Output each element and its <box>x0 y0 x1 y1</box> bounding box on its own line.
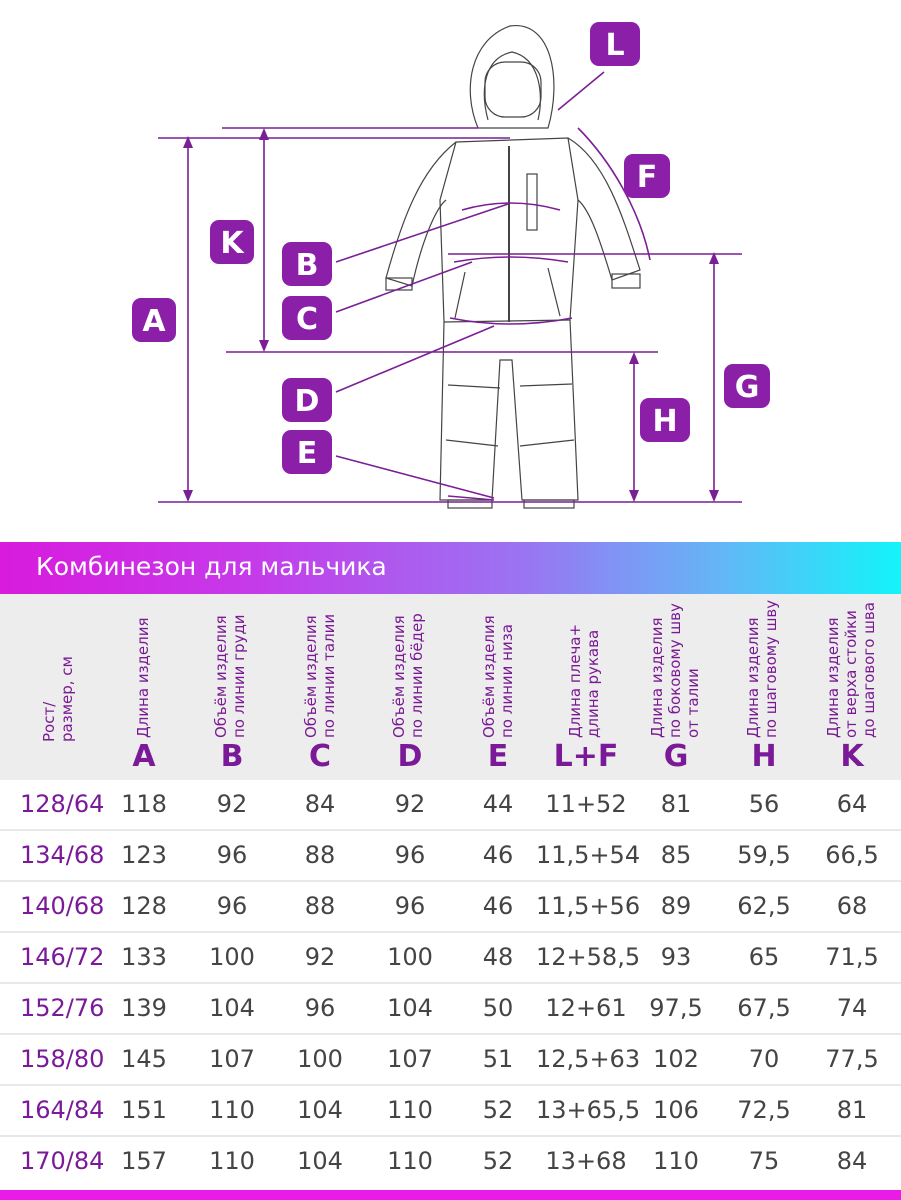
badge-F <box>624 154 670 198</box>
value-cell: 81 <box>836 1096 868 1124</box>
value-cell: 100 <box>209 943 255 971</box>
value-cell: 104 <box>297 1096 343 1124</box>
svg-text:D: D <box>294 384 320 419</box>
header-D <box>360 594 460 780</box>
svg-text:B: B <box>295 248 319 283</box>
value-cell: 157 <box>121 1147 167 1175</box>
value-cell: 66,5 <box>825 841 879 869</box>
badge-A <box>132 298 176 342</box>
value-cell: 88 <box>304 841 336 869</box>
value-cell: 100 <box>387 943 433 971</box>
size-cell: 158/80 <box>20 1045 105 1073</box>
header-label: Длина изделия <box>134 617 152 738</box>
value-cell: 133 <box>121 943 167 971</box>
table-row <box>0 882 901 933</box>
header-letter: G <box>663 739 689 774</box>
value-cell: 96 <box>394 892 426 920</box>
value-cell: 52 <box>482 1096 514 1124</box>
badge-E <box>282 430 332 474</box>
value-cell: 110 <box>209 1096 255 1124</box>
header-label: Длина изделия от верха стойки до шагового шва <box>824 602 878 738</box>
value-cell: 11,5+56 <box>536 892 641 920</box>
header-letter: H <box>751 739 777 774</box>
value-cell: 85 <box>660 841 692 869</box>
value-cell: 70 <box>748 1045 780 1073</box>
table-row <box>0 1137 901 1188</box>
value-cell: 84 <box>304 790 336 818</box>
value-cell: 104 <box>209 994 255 1022</box>
size-cell: 152/76 <box>20 994 105 1022</box>
value-cell: 104 <box>297 1147 343 1175</box>
value-cell: 51 <box>482 1045 514 1073</box>
value-cell: 110 <box>387 1096 433 1124</box>
value-cell: 64 <box>836 790 868 818</box>
value-cell: 50 <box>482 994 514 1022</box>
badge-L <box>590 22 640 66</box>
header-G <box>626 594 726 780</box>
badge-K <box>210 220 254 264</box>
value-cell: 123 <box>121 841 167 869</box>
svg-text:G: G <box>734 370 760 405</box>
badge-B <box>282 242 332 286</box>
value-cell: 104 <box>387 994 433 1022</box>
value-cell: 52 <box>482 1147 514 1175</box>
svg-text:H: H <box>652 404 678 439</box>
value-cell: 107 <box>387 1045 433 1073</box>
value-cell: 59,5 <box>737 841 791 869</box>
header-label: Длина изделия по шаговому шву <box>744 599 780 738</box>
value-cell: 72,5 <box>737 1096 791 1124</box>
header-label: Объём изделия по линии талии <box>302 613 338 738</box>
value-cell: 151 <box>121 1096 167 1124</box>
badge-D <box>282 378 332 422</box>
value-cell: 48 <box>482 943 514 971</box>
value-cell: 96 <box>216 892 248 920</box>
table-row <box>0 1035 901 1086</box>
header-label: Длина плеча+ длина рукава <box>566 623 602 738</box>
value-cell: 65 <box>748 943 780 971</box>
value-cell: 12+61 <box>545 994 627 1022</box>
value-cell: 97,5 <box>649 994 703 1022</box>
jumpsuit-drawing <box>386 26 640 508</box>
value-cell: 110 <box>209 1147 255 1175</box>
value-cell: 96 <box>304 994 336 1022</box>
header-E <box>448 594 548 780</box>
value-cell: 107 <box>209 1045 255 1073</box>
svg-text:A: A <box>142 304 166 339</box>
header-label: Длина изделия по боковому шву от талии <box>648 603 702 738</box>
value-cell: 75 <box>748 1147 780 1175</box>
header-label: Объём изделия по линии низа <box>480 615 516 738</box>
value-cell: 93 <box>660 943 692 971</box>
badge-G <box>724 364 770 408</box>
size-cell: 146/72 <box>20 943 105 971</box>
value-cell: 89 <box>660 892 692 920</box>
value-cell: 44 <box>482 790 514 818</box>
value-cell: 71,5 <box>825 943 879 971</box>
value-cell: 92 <box>394 790 426 818</box>
value-cell: 77,5 <box>825 1045 879 1073</box>
header-C <box>270 594 370 780</box>
header-letter: C <box>308 739 332 774</box>
measurement-diagram <box>0 0 901 540</box>
size-cell: 140/68 <box>20 892 105 920</box>
value-cell: 74 <box>836 994 868 1022</box>
badge-C <box>282 296 332 340</box>
table-row <box>0 984 901 1035</box>
header-letter: K <box>840 739 864 774</box>
size-cell: 134/68 <box>20 841 105 869</box>
header-letter: A <box>132 739 156 774</box>
header-H <box>714 594 814 780</box>
value-cell: 88 <box>304 892 336 920</box>
value-cell: 81 <box>660 790 692 818</box>
value-cell: 102 <box>653 1045 699 1073</box>
value-cell: 145 <box>121 1045 167 1073</box>
value-cell: 92 <box>216 790 248 818</box>
value-cell: 11+52 <box>545 790 627 818</box>
value-cell: 106 <box>653 1096 699 1124</box>
svg-text:K: K <box>220 226 244 261</box>
header-letter: B <box>220 739 244 774</box>
value-cell: 11,5+54 <box>536 841 641 869</box>
header-A <box>94 594 194 780</box>
value-cell: 118 <box>121 790 167 818</box>
value-cell: 12,5+63 <box>536 1045 641 1073</box>
value-cell: 92 <box>304 943 336 971</box>
value-cell: 128 <box>121 892 167 920</box>
size-cell: 128/64 <box>20 790 105 818</box>
header-K <box>802 594 901 780</box>
size-table-header <box>0 594 901 780</box>
value-cell: 46 <box>482 892 514 920</box>
value-cell: 13+65,5 <box>536 1096 641 1124</box>
bottom-accent-bar <box>0 1190 901 1200</box>
value-cell: 62,5 <box>737 892 791 920</box>
header-label: Рост/ размер, см <box>40 656 76 742</box>
table-row <box>0 1086 901 1137</box>
value-cell: 96 <box>216 841 248 869</box>
svg-text:C: C <box>295 302 319 337</box>
value-cell: 96 <box>394 841 426 869</box>
value-cell: 67,5 <box>737 994 791 1022</box>
value-cell: 12+58,5 <box>536 943 641 971</box>
value-cell: 100 <box>297 1045 343 1073</box>
header-letter: D <box>397 739 423 774</box>
value-cell: 110 <box>387 1147 433 1175</box>
size-cell: 170/84 <box>20 1147 105 1175</box>
header-B <box>182 594 282 780</box>
header-letter: E <box>487 739 509 774</box>
svg-text:F: F <box>636 160 658 195</box>
value-cell: 139 <box>121 994 167 1022</box>
value-cell: 68 <box>836 892 868 920</box>
svg-text:E: E <box>296 436 318 471</box>
value-cell: 46 <box>482 841 514 869</box>
value-cell: 110 <box>653 1147 699 1175</box>
value-cell: 56 <box>748 790 780 818</box>
svg-text:L: L <box>605 28 625 63</box>
table-row <box>0 933 901 984</box>
value-cell: 13+68 <box>545 1147 627 1175</box>
value-cell: 84 <box>836 1147 868 1175</box>
badge-H <box>640 398 690 442</box>
header-label: Объём изделия по линии бёдер <box>390 613 426 738</box>
header-letter: L+F <box>553 739 619 774</box>
page-title: Комбинезон для мальчика <box>36 552 387 581</box>
header-LF <box>536 594 636 780</box>
table-row <box>0 831 901 882</box>
header-label: Объём изделия по линии груди <box>212 614 248 738</box>
table-row <box>0 780 901 831</box>
size-cell: 164/84 <box>20 1096 105 1124</box>
